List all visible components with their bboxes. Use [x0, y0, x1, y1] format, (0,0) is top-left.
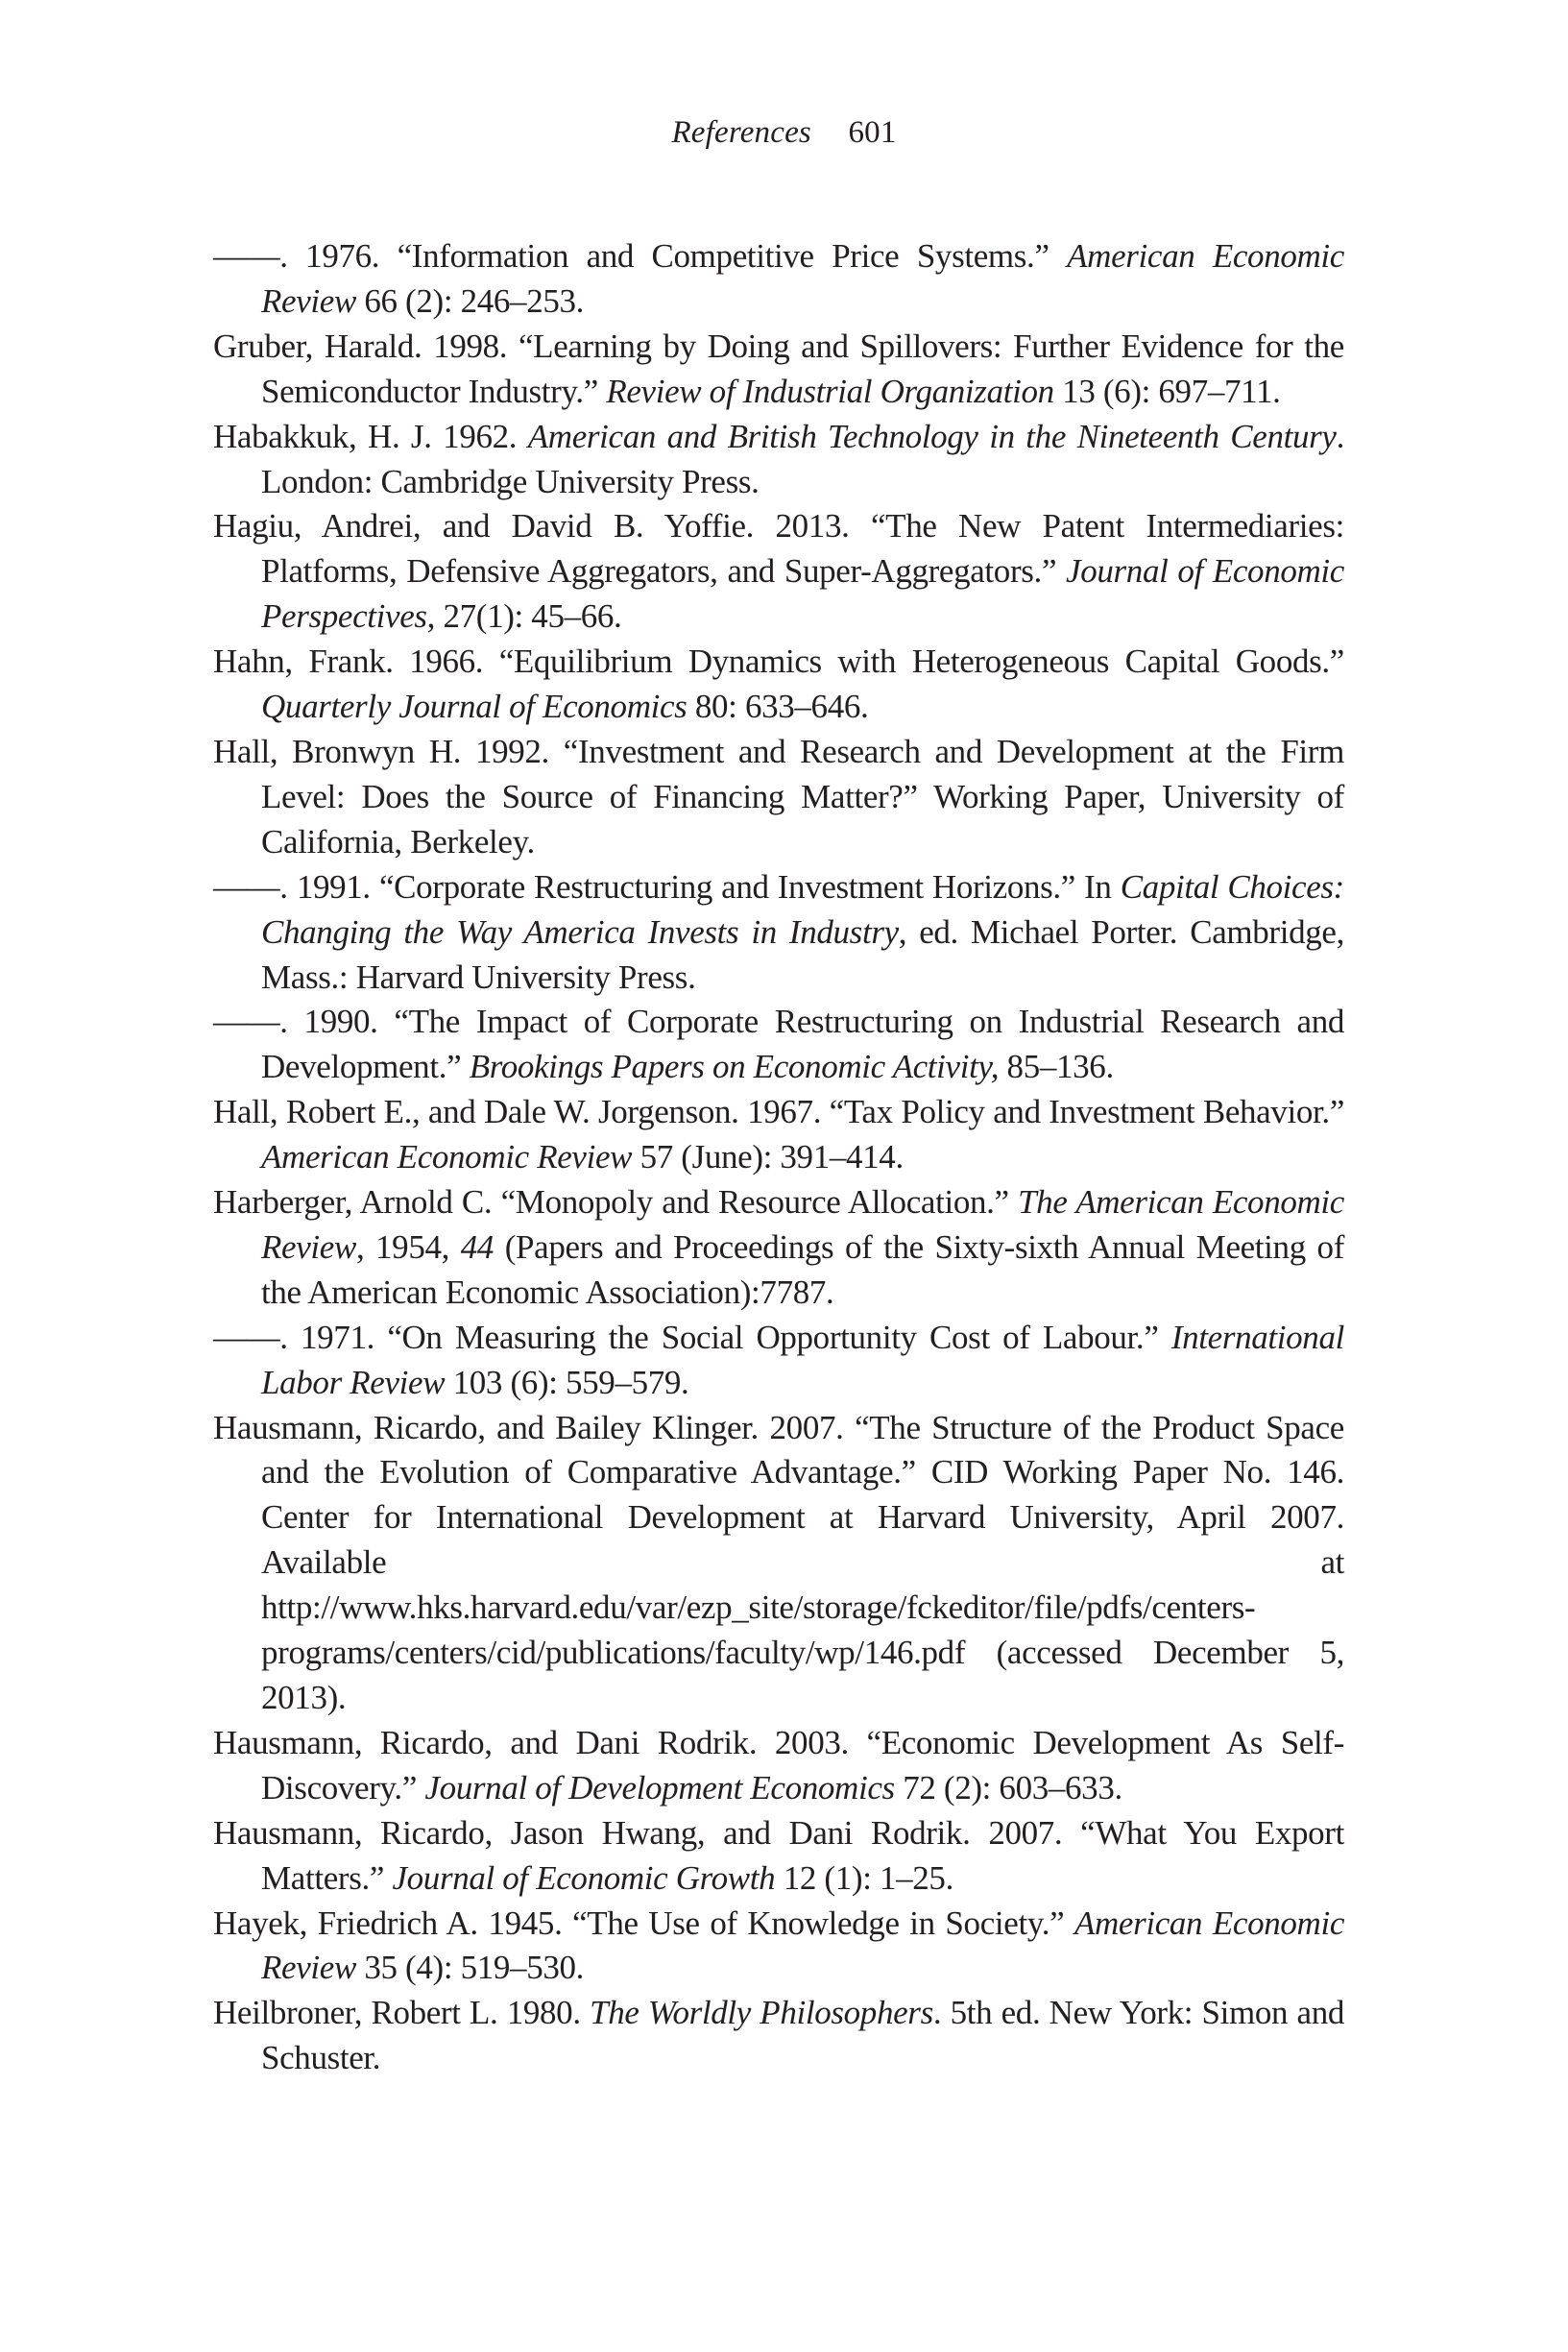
reference-title-italic: The Worldly Philosophers: [590, 1994, 933, 2032]
reference-entry: [213, 325, 1344, 415]
reference-list: [213, 234, 1344, 2081]
reference-text: ——. 1976. “Information and Competitive Price Systems.”: [213, 237, 1068, 275]
reference-text: , 27(1): 45–66.: [426, 597, 622, 636]
reference-text: 35 (4): 519–530.: [355, 1949, 585, 1987]
reference-title-italic: American Economic Review: [261, 237, 1344, 320]
reference-entry: [213, 865, 1344, 1001]
reference-entry: [213, 1721, 1344, 1811]
reference-entry: [213, 640, 1344, 730]
reference-entry: [213, 1180, 1344, 1316]
reference-text: Hagiu, Andrei, and David B. Yoffie. 2013. “The New Patent Intermediaries: Platforms, Defensive Aggregators, and Super-Aggregators.”: [213, 507, 1344, 591]
reference-text: ——. 1990. “The Impact of Corporate Restructuring on Industrial Research and Development.”: [213, 1003, 1344, 1086]
reference-title-italic: American Economic Review: [261, 1138, 633, 1176]
reference-text: 66 (2): 246–253.: [355, 281, 585, 320]
reference-entry: [213, 415, 1344, 505]
reference-text: 72 (2): 603–633.: [894, 1768, 1122, 1806]
reference-text: Gruber, Harald. 1998. “Learning by Doing and Spillovers: Further Evidence for the Semiconductor Industry.”: [213, 327, 1344, 410]
reference-entry: [213, 1902, 1344, 1992]
reference-entry: [213, 1406, 1344, 1721]
reference-text: . London: Cambridge University Press.: [261, 417, 1344, 500]
reference-title-italic: American Economic Review: [261, 1903, 1345, 1987]
reference-entry: [213, 504, 1344, 640]
reference-text: Habakkuk, H. J. 1962.: [213, 417, 528, 455]
reference-text: (Papers and Proceedings of the Sixty-sixth Annual Meeting of the American Economic Association):7787.: [261, 1227, 1344, 1311]
reference-text: Hahn, Frank. 1966. “Equilibrium Dynamics with Heterogeneous Capital Goods.”: [213, 643, 1344, 681]
reference-title-italic: Brookings Papers on Economic Activity,: [469, 1048, 1000, 1086]
reference-text: Hayek, Friedrich A. 1945. “The Use of Knowledge in Society.”: [213, 1903, 1074, 1942]
reference-entry: [213, 1991, 1344, 2081]
reference-text: 80: 633–646.: [687, 688, 869, 726]
reference-title-italic: Journal of Economic Growth: [392, 1858, 776, 1897]
reference-text: 57 (June): 391–414.: [632, 1138, 904, 1176]
reference-title-italic: Quarterly Journal of Economics: [261, 688, 688, 726]
reference-entry: [213, 1090, 1344, 1180]
reference-entry: [213, 1000, 1344, 1090]
reference-text: 103 (6): 559–579.: [445, 1363, 689, 1401]
reference-text: , ed. Michael Porter. Cambridge, Mass.: Harvard University Press.: [261, 912, 1344, 996]
reference-text: Hall, Bronwyn H. 1992. “Investment and Research and Development at the Firm Level: Does the Source of Financing Matter?” Working Paper, University of California, Berkeley.: [213, 732, 1344, 861]
reference-title-italic: International Labor Review: [261, 1318, 1344, 1401]
reference-text: Hall, Robert E., and Dale W. Jorgenson. 1967. “Tax Policy and Investment Behavior.”: [213, 1093, 1344, 1131]
reference-text: ——. 1991. “Corporate Restructuring and Investment Horizons.” In: [213, 867, 1121, 906]
reference-title-italic: Capital Choices: Changing the Way America Invests in Industry: [261, 867, 1344, 951]
reference-entry: [213, 1316, 1344, 1406]
reference-text: , 1954,: [355, 1227, 461, 1266]
running-head-title: References: [671, 115, 811, 150]
reference-title-italic: American and British Technology in the Nineteenth Century: [527, 417, 1337, 455]
running-head: [0, 113, 1568, 152]
reference-text: . 5th ed. New York: Simon and Schuster.: [261, 1994, 1345, 2077]
reference-text: Heilbroner, Robert L. 1980.: [213, 1994, 591, 2032]
reference-text: 13 (6): 697–711.: [1053, 372, 1281, 410]
reference-title-italic: Journal of Development Economics: [424, 1768, 895, 1806]
reference-title-italic: 44: [460, 1227, 495, 1266]
reference-title-italic: The American Economic Review: [261, 1183, 1344, 1266]
reference-entry: [213, 730, 1344, 865]
reference-text: 12 (1): 1–25.: [775, 1858, 953, 1897]
reference-text: 85–136.: [999, 1048, 1114, 1086]
reference-entry: [213, 1811, 1344, 1902]
page-number: 601: [848, 115, 897, 150]
reference-text: Hausmann, Ricardo, Jason Hwang, and Dani Rodrik. 2007. “What You Export Matters.”: [213, 1813, 1344, 1897]
reference-title-italic: Journal of Economic Perspectives: [261, 552, 1344, 636]
reference-text: Hausmann, Ricardo, and Bailey Klinger. 2007. “The Structure of the Product Space and the Evolution of Comparative Advantage.” CID Working Paper No. 146. Center for International Development at Harvard University, April 2007. Available at http://www.hks.harvard.edu/var/ezp_site/storage/fckeditor/file/pdfs/centers-programs/centers/cid/publications/faculty/wp/146.pdf (accessed December 5, 2013).: [213, 1408, 1344, 1716]
reference-entry: [213, 234, 1344, 325]
reference-title-italic: Review of Industrial Organization: [606, 372, 1054, 410]
reference-text: ——. 1971. “On Measuring the Social Opportunity Cost of Labour.”: [213, 1318, 1171, 1356]
reference-text: Harberger, Arnold C. “Monopoly and Resource Allocation.”: [213, 1183, 1019, 1222]
reference-text: Hausmann, Ricardo, and Dani Rodrik. 2003. “Economic Development As Self-Discovery.”: [213, 1723, 1344, 1806]
